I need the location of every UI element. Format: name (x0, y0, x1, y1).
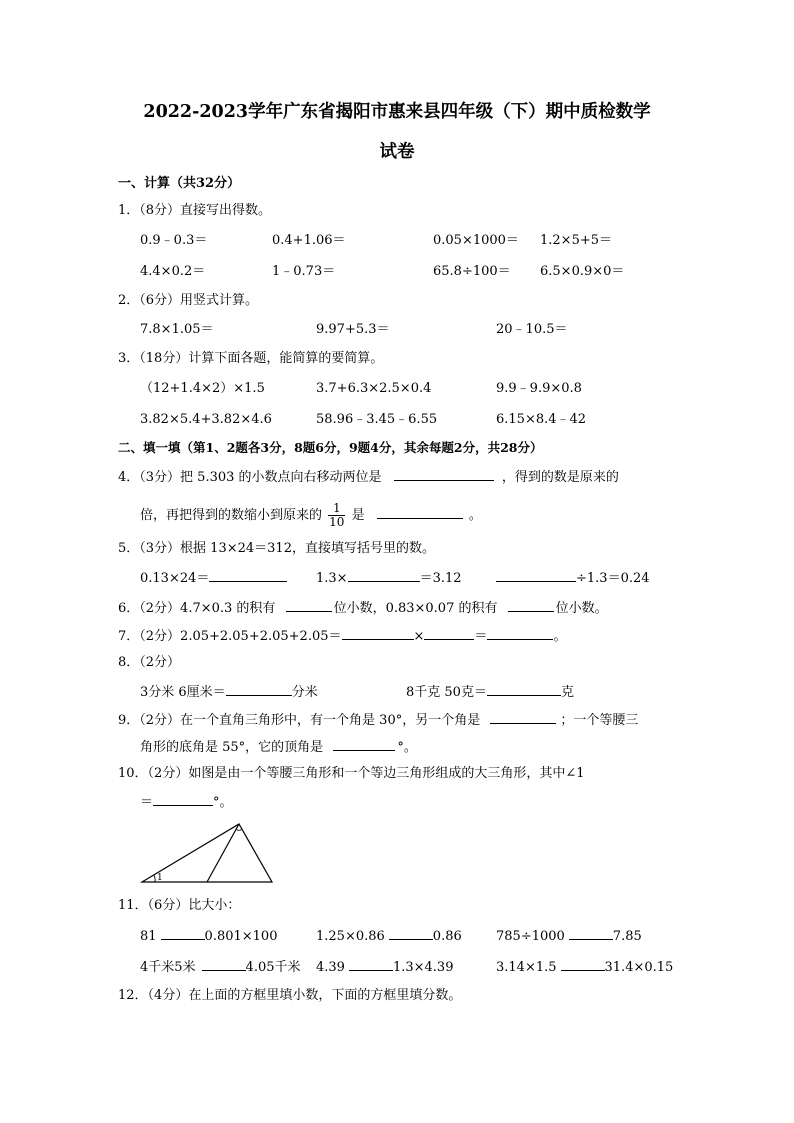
q11-r1-c2-blank[interactable] (389, 927, 433, 940)
q11-r1-c1 (140, 927, 277, 945)
q9-text4: °。 (397, 740, 417, 755)
q11-r2-c3-right: 31.4×0.15 (604, 960, 674, 975)
q10-angle-arc (154, 875, 155, 882)
q11-r2-c3-blank[interactable] (561, 958, 605, 971)
q9-blank1[interactable] (490, 711, 556, 724)
q11-r2-c1 (140, 958, 301, 976)
q2-item1: 7.8×1.05＝ (140, 322, 214, 337)
q7-eq: ＝ (474, 629, 488, 644)
q5-stem: 5．（3分）根据 13×24＝312，直接填写括号里的数。 (118, 541, 435, 556)
q5-a-blank[interactable] (209, 569, 287, 582)
q7-blank3[interactable] (487, 627, 553, 640)
q7-end: 。 (553, 629, 567, 644)
q11-r1-c2 (316, 927, 462, 945)
q10-text2: ＝ (140, 795, 154, 810)
q8-a-blank[interactable] (226, 683, 292, 696)
q5-c (496, 569, 650, 587)
q4-fraction-numerator: 1 (328, 502, 345, 516)
q4-fraction (328, 502, 345, 529)
q10-line1: 10．（2分）如图是由一个等腰三角形和一个等边三角形组成的大三角形，其中∠1 (118, 766, 585, 781)
q3-r2-c1: 3.82×5.4+3.82×4.6 (140, 412, 272, 427)
q1-r2-c4: 6.5×0.9×0＝ (540, 264, 625, 279)
q9-text2: ；一个等腰三 (560, 713, 639, 728)
q11-r1-c1-right: 0.801×100 (204, 929, 278, 944)
q6-blank2[interactable] (508, 599, 554, 612)
q7-blank2[interactable] (424, 627, 474, 640)
q6-text3: 位小数。 (555, 601, 608, 616)
page-title-line2: 试卷 (379, 142, 415, 162)
q1-r1-c4: 1.2×5+5＝ (540, 233, 613, 248)
q10-inner-side (207, 824, 239, 882)
q11-r1-c3-blank[interactable] (569, 927, 613, 940)
q10-top-arc (236, 829, 242, 830)
q11-r1-c3-right: 7.85 (612, 929, 642, 944)
q3-r2-c3: 6.15×8.4﹣42 (496, 412, 587, 427)
q9-line1 (118, 711, 638, 729)
q11-r2-c2-blank[interactable] (349, 958, 393, 971)
q11-r2-c3 (496, 958, 673, 976)
q7-blank1[interactable] (342, 627, 414, 640)
q8-b-left: 8千克 50克＝ (406, 685, 487, 700)
q2-stem: 2．（6分）用竖式计算。 (118, 293, 259, 308)
page-title-line1: 2022-2023学年广东省揭阳市惠来县四年级（下）期中质检数学 (143, 102, 651, 122)
q11-r2-c2 (316, 958, 453, 976)
q8-a-right: 分米 (291, 685, 318, 700)
q11-r1-c3-left: 785÷1000 (496, 929, 565, 944)
q5-a (140, 569, 287, 587)
q11-r2-c3-left: 3.14×1.5 (496, 960, 557, 975)
q4-text4: 是 (351, 508, 365, 523)
q3-r1-c2: 3.7+6.3×2.5×0.4 (316, 381, 432, 396)
q4-blank2[interactable] (377, 506, 463, 519)
q8-a (140, 683, 318, 701)
section2-heading: 二、填一填（第1、2题各3分，8题6分，9题4分，其余每题2分，共28分） (118, 440, 543, 455)
q4-text3: 倍，再把得到的数缩小到原来的 (140, 508, 323, 523)
q4-text2: ，得到的数是原来的 (501, 470, 619, 485)
q5-a-left: 0.13×24＝ (140, 571, 210, 586)
q3-r1-c3: 9.9﹣9.9×0.8 (496, 381, 582, 396)
q7-text1: 7．（2分）2.05+2.05+2.05+2.05＝ (118, 629, 342, 644)
q5-c-blank[interactable] (496, 569, 576, 582)
q8-stem: 8．（2分） (118, 655, 181, 670)
q5-b-right: ＝3.12 (419, 571, 462, 586)
q11-r1-c2-right: 0.86 (432, 929, 462, 944)
q8-b-right: 克 (560, 685, 574, 700)
q1-r1-c1: 0.9﹣0.3＝ (140, 233, 208, 248)
q7-line (118, 627, 566, 645)
q1-r2-c1: 4.4×0.2＝ (140, 264, 206, 279)
q4-text1: 4．（3分）把 5.303 的小数点向右移动两位是 (118, 470, 382, 485)
q6-line (118, 599, 608, 617)
q8-b-blank[interactable] (487, 683, 561, 696)
q11-r2-c1-blank[interactable] (202, 958, 246, 971)
q4-fraction-denominator: 10 (329, 515, 345, 529)
q11-r2-c1-left: 4千米5米 (140, 960, 196, 975)
q4-line1 (118, 468, 619, 486)
q11-r1-c2-left: 1.25×0.86 (316, 929, 385, 944)
q4-text5: 。 (468, 508, 482, 523)
q11-r1-c1-left: 81 (140, 929, 157, 944)
q1-r2-c2: 1﹣0.73＝ (272, 264, 336, 279)
q3-stem: 3．（18分）计算下面各题，能简算的要简算。 (118, 351, 384, 366)
q6-blank1[interactable] (286, 599, 332, 612)
q1-r1-c2: 0.4+1.06＝ (272, 233, 346, 248)
q7-times: × (413, 629, 425, 644)
q5-b-blank[interactable] (348, 569, 420, 582)
q12-stem: 12．（4分）在上面的方框里填小数，下面的方框里填分数。 (118, 988, 462, 1003)
q4-blank1[interactable] (394, 468, 494, 481)
q11-r1-c1-blank[interactable] (161, 927, 205, 940)
section1-heading: 一、计算（共32分） (118, 176, 241, 191)
q6-text2: 位小数，0.83×0.07 的积有 (333, 601, 498, 616)
q10-angle-label: 1 (157, 873, 163, 883)
q9-text3: 角形的底角是 55°，它的顶角是 (140, 740, 324, 755)
q8-a-left: 3分米 6厘米＝ (140, 685, 226, 700)
q11-r1-c3 (496, 927, 642, 945)
q5-b (316, 569, 462, 587)
q9-text1: 9．（2分）在一个直角三角形中，有一个角是 30°，另一个角是 (118, 713, 481, 728)
q11-stem: 11．（6分）比大小： (118, 898, 241, 913)
q10-blank[interactable] (153, 793, 213, 806)
q1-r1-c3: 0.05×1000＝ (433, 233, 519, 248)
q11-r2-c1-right: 4.05千米 (245, 960, 301, 975)
q5-b-left: 1.3× (316, 571, 348, 586)
q3-r2-c2: 58.96﹣3.45﹣6.55 (316, 412, 438, 427)
q1-stem: 1．（8分）直接写出得数。 (118, 203, 272, 218)
q4-line2 (140, 502, 482, 529)
q11-r2-c2-left: 4.39 (316, 960, 345, 975)
q11-r2-c2-right: 1.3×4.39 (392, 960, 454, 975)
q2-item2: 9.97+5.3＝ (316, 322, 390, 337)
q6-text1: 6．（2分）4.7×0.3 的积有 (118, 601, 276, 616)
q5-c-right: ÷1.3＝0.24 (576, 571, 650, 586)
q9-blank2[interactable] (333, 738, 395, 751)
q3-r1-c1: （12+1.4×2）×1.5 (140, 381, 265, 396)
q10-text3: °。 (213, 795, 233, 810)
q8-b (406, 683, 574, 701)
q1-r2-c3: 65.8÷100＝ (433, 264, 511, 279)
q10-triangle-figure (135, 818, 280, 888)
q2-item3: 20﹣10.5＝ (496, 322, 568, 337)
q10-line2 (140, 793, 233, 811)
q9-line2 (140, 738, 417, 756)
